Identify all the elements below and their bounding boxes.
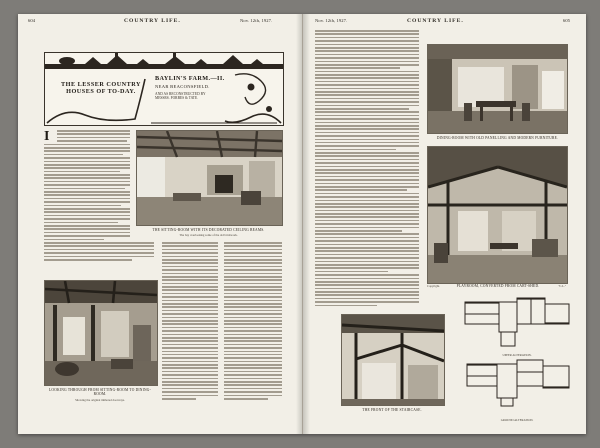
house-location: NEAR BEACONSFIELD. bbox=[155, 84, 210, 89]
playroom-source: "C.L." bbox=[558, 284, 566, 288]
left-page bbox=[18, 14, 303, 434]
playroom-photo bbox=[427, 146, 568, 284]
article-text-lower-right bbox=[224, 242, 282, 401]
staircase-photo bbox=[341, 314, 445, 406]
right-date: Nov. 12th, 1927. bbox=[315, 18, 348, 23]
ground-plan-caption: GROUND ALTERATION. bbox=[500, 418, 534, 422]
article-text-column: I bbox=[44, 130, 130, 242]
upper-floor-plan bbox=[461, 296, 573, 352]
architect-credit: AND AS RECONSTRUCTED BY MESSRS. FORBES & TATE. bbox=[155, 92, 206, 101]
right-page bbox=[303, 14, 586, 434]
series-title: THE LESSER COUNTRY HOUSES OF TO-DAY. bbox=[61, 81, 141, 95]
playroom-copyright: Copyright. bbox=[427, 284, 440, 288]
staircase-caption: THE FRONT OF THE STAIRCASE. bbox=[362, 408, 422, 412]
through-view-photo bbox=[44, 280, 158, 386]
house-title: BAYLIN'S FARM.—II. bbox=[155, 75, 225, 82]
right-running-head: COUNTRY LIFE. bbox=[407, 18, 464, 24]
article-banner bbox=[44, 52, 284, 126]
article-text-lower-left bbox=[44, 242, 154, 262]
sitting-room-subcaption: The bay overlooking some of the old brickwork. bbox=[179, 233, 238, 237]
sitting-room-caption: THE SITTING-ROOM WITH ITS DECORATED CEILING BEAMS. bbox=[152, 228, 265, 232]
through-view-caption: LOOKING THROUGH FROM SITTING-ROOM TO DINING-ROOM. bbox=[49, 388, 151, 397]
upper-plan-caption: UPPER ALTERATION. bbox=[502, 353, 532, 357]
sitting-room-photo bbox=[136, 130, 283, 226]
dining-room-photo bbox=[427, 44, 568, 134]
left-running-head: COUNTRY LIFE. bbox=[124, 18, 181, 24]
dining-room-caption: DINING-ROOM WITH OLD PANELLING AND MODERN FURNITURE. bbox=[436, 136, 559, 140]
right-page-number: 605 bbox=[563, 18, 571, 23]
playroom-caption: PLAYROOM, CONVERTED FROM CART-SHED. bbox=[456, 284, 540, 288]
left-date: Nov. 12th, 1927. bbox=[240, 18, 273, 23]
ground-floor-plan bbox=[461, 358, 573, 408]
right-text-column bbox=[315, 30, 419, 308]
article-text-lower-mid bbox=[162, 242, 218, 401]
magazine-spread bbox=[18, 14, 586, 434]
through-view-subcaption: Showing the original timbered doorways. bbox=[75, 398, 125, 402]
left-page-number: 604 bbox=[28, 18, 36, 23]
